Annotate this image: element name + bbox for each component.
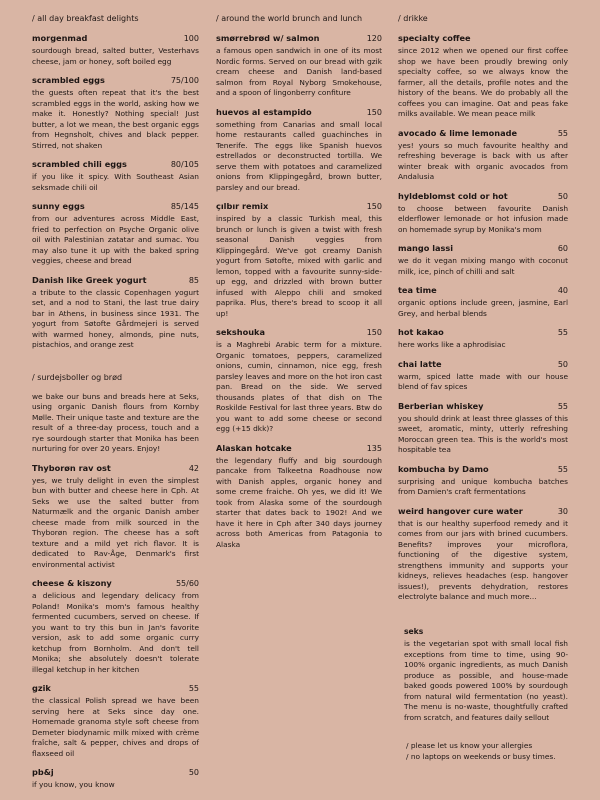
menu-item (398, 285, 568, 319)
menu-item-description: since 2012 when we opened our first coffee shop we have been proudly brewing only specialty coffee, so we always know the farmer, all the details, profile notes and the history of the beans. We do probably all the coffees you can imagine. Oat and peas fake milks available. We mean peace milk (398, 46, 568, 118)
menu-item (216, 327, 382, 435)
menu-item-price: 30 (557, 506, 568, 516)
menu-item-price: 50 (188, 768, 199, 777)
menu-item (32, 275, 199, 351)
menu-item-header (32, 201, 199, 212)
menu-item (32, 201, 199, 267)
menu-item (32, 683, 199, 759)
menu-item-price: 100 (183, 34, 199, 43)
menu-column-2 (216, 14, 382, 558)
menu-item (398, 506, 568, 603)
menu-item-price: 55 (557, 401, 568, 411)
menu-item (216, 443, 382, 551)
menu-item-name: Berberian whiskey (398, 400, 484, 411)
menu-item-name: scrambled eggs (32, 75, 105, 85)
menu-item-description: inspired by a classic Turkish meal, this brunch or lunch is given a twist with fresh seasonal Danish veggies from Klippingegård. We've got creamy Danish yogurt from Søtofte, mixed with garlic and lemon, topped with a favourite sunny-side-up egg, and drizzled with brown butter infused with Aleppo chili and smoked paprika. Plus, there's bread to scoop it all up! (216, 214, 382, 318)
section-heading: / drikke (398, 14, 428, 23)
menu-item-description: is a Maghrebi Arabic term for a mixture. Organic tomatoes, peppers, caramelized onions, cumin, cinnamon, nice egg, fresh parsley leaves and more on the hot iron cast pan. Bread on the side. We served thousands plates of that dish on The Roskilde Festival for last three years. Btw do you want to add some cheese or second egg (+15 dkk)? (216, 340, 382, 433)
menu-item (398, 191, 568, 236)
menu-item-name: Alaskan hotcake (216, 442, 292, 453)
menu-item-price: 150 (366, 328, 382, 337)
menu-item (398, 464, 568, 498)
menu-item-name: hot kakao (398, 327, 444, 337)
menu-item-name: mango lassi (398, 243, 454, 253)
menu-item-description: we bake our buns and breads here at Seks, using organic Danish flours from Kornby Mølle. Their unique taste and texture are the result of a three-day process, touch and a rye sourdough starter that Monika has been nurturing for over 20 years. Enjoy! (32, 391, 199, 453)
menu-item (216, 33, 382, 99)
menu-item-header (32, 75, 199, 86)
menu-item-description: if you like it spicy. With Southeast Asian seksmade chili oil (32, 172, 199, 192)
menu-item-name: smørrebrød w/ salmon (216, 33, 320, 43)
menu-item-header (32, 275, 199, 286)
menu-item-description: the legendary fluffy and big sourdough pancake from Talkeetna Roadhouse now with Danish apples, organic honey and some creme fraiche. Oh yes, we did it! We took from Alaska some of the sourdough starter that dates back to 1902! And we have it here in Cph after 340 days journey across both Americas from Patagonia to Alaska (216, 455, 382, 549)
menu-item (216, 201, 382, 319)
menu-item-header (32, 159, 199, 170)
menu-item-price: 120 (366, 34, 382, 43)
menu-item-description: you should drink at least three glasses of this sweet, aromatic, minty, utterly refreshing Moroccan green tea. This is the world's most hospitable tea (398, 413, 568, 454)
menu-item-description: a delicious and legendary delicacy from Poland! Monika's mom's famous healthy fermented cucumbers, served on cheese. If you want to try this bun in Jan's favorite version, ask to add some organic curry ketchup from Bornholm. And don't tell Monika; she absolutely doesn't tolerate illegal ketchup in her kitchen (32, 591, 199, 674)
menu-item-name: tea time (398, 285, 437, 295)
menu-item-price: 85 (188, 275, 199, 285)
about-text: is the vegetarian spot with small local fish exceptions from time to time, using 90-100% organic ingredients, as much Danish produce as possible, and house-made baked goods powered 100% by sourdough from natural wild fermentation (no yeast). The menu is no-waste, thoughtfully crafted from scratch, and features daily sellout (404, 639, 568, 722)
menu-item (32, 767, 199, 791)
menu-item-name: gzik (32, 683, 51, 693)
menu-item-name: avocado & lime lemonade (398, 127, 518, 138)
menu-item-description: from our adventures across Middle East, fried to perfection on Psyche Organic olive oil with Palestinian zatatar and sumac. You may also tune it up with the baked spring veggies, cheese and bread (32, 214, 199, 265)
house-notes (406, 741, 570, 762)
menu-item (398, 401, 568, 456)
menu-item-price: 80/105 (170, 160, 199, 169)
menu-item-header (32, 767, 199, 778)
section-heading: / all day breakfast delights (32, 14, 139, 23)
menu-item-name: kombucha by Damo (398, 463, 489, 474)
menu-item-description: surprising and unique kombucha batches from Damien's craft fermentations (398, 476, 568, 496)
menu-item-price: 42 (188, 463, 199, 473)
menu-item-header (32, 33, 199, 44)
menu-item (398, 359, 568, 393)
menu-item (398, 243, 568, 277)
menu-item-name: weird hangover cure water (398, 505, 523, 516)
menu-item-description: the classical Polish spread we have been serving here at Seks since day one. Homemade granoma style soft cheese from Demeter biodynamic milk mixed with crème fraîche, salt & pepper, chives and drops of flaxseed oil (32, 696, 199, 758)
menu-item-name: huevos al estampido (216, 106, 312, 117)
section-heading: / around the world brunch and lunch (216, 14, 363, 23)
menu-item-price: 85/145 (170, 202, 199, 211)
note-allergies: / please let us know your allergies (406, 741, 533, 750)
menu-item-description: to choose between favourite Danish elderflower lemonade or hot infusion made on homemade syrup by Monika's mom (398, 203, 568, 234)
menu-item-name: scrambled chili eggs (32, 159, 127, 169)
menu-column-3 (398, 14, 568, 611)
menu-item-description: that is our healthy superfood remedy and it comes from our jars with brined cucumbers. Benefits? improves your microflora, functioning of the digestive system, strengthens immunity and supports your kidneys, relieves headaches (esp. hangover issues!), prevents dehydration, restores electrolyte balance and much more... (398, 518, 568, 601)
menu-column-1 (32, 14, 199, 799)
menu-item-price: 50 (557, 359, 568, 369)
menu-item-price: 50 (557, 191, 568, 201)
menu-item-name: çılbır remix (216, 201, 269, 211)
menu-item-header (398, 191, 568, 202)
menu-item-description: something from Canarias and small local home restaurants called guachinches in Tenerife. The eggs like Spanish huevos estrellados or deconstructed tortilla. We serve them with potatoes and caramelized onions from Klippingegård, brown butter, parsley and our bread. (216, 119, 382, 192)
menu-item-header (32, 463, 199, 474)
menu-item-name: hyldeblomst cold or hot (398, 190, 508, 201)
menu-item-price: 55 (557, 464, 568, 474)
menu-item-description: here works like a aphrodisiac (398, 340, 506, 349)
menu-item-header (398, 285, 568, 296)
note-laptops: / no laptops on weekends or busy times. (406, 751, 556, 761)
menu-item-description: we do it vegan mixing mango with coconut milk, ice, pinch of chilli and salt (398, 256, 568, 276)
menu-item-header (398, 359, 568, 370)
menu-item-description: sourdough bread, salted butter, Vesterhavs cheese, jam or honey, soft boiled egg (32, 46, 199, 66)
menu-item-header (398, 401, 568, 412)
menu-item (32, 159, 199, 193)
menu-item-description: warm, spiced latte made with our house blend of fav spices (398, 371, 568, 391)
menu-item-price: 55 (188, 684, 199, 693)
menu-item-description: yes, we truly delight in even the simplest bun with butter and cheese here in Cph. At Seks we use the salted butter from Naturmælk and the organic Danish amber cheese made from milk sourced in the Thyborøn region. The cheese has a soft texture and a mild yet rich flavor. It is dedicated to Rav-Åge, Denmark's first environmental activist (32, 475, 199, 569)
about-title: seks (404, 627, 424, 636)
menu-item-header (398, 506, 568, 517)
menu-item-name: pb&j (32, 767, 54, 777)
menu-item-header (398, 128, 568, 139)
menu-item (32, 392, 199, 455)
menu-item-header (32, 683, 199, 694)
menu-item (32, 578, 199, 675)
menu-item-description: a tribute to the classic Copenhagen yogurt set, and a nod to Stani, the last true dairy bar in Athens, in business since 1931. The yogurt from Søtofte Gårdmejeri is served with warmed honey, almonds, pine nuts, pistachios, and orange zest (32, 287, 199, 349)
menu-item-price: 75/100 (170, 76, 199, 85)
menu-item-header (216, 443, 382, 454)
menu-item-header (398, 327, 568, 338)
menu-item-name: cheese & kiszony (32, 578, 112, 588)
about-seks (404, 626, 568, 723)
section-gap (32, 359, 199, 373)
menu-item-price: 55/60 (175, 579, 199, 588)
menu-item-header (398, 464, 568, 475)
menu-item-name: Thyborøn rav ost (32, 462, 111, 473)
menu-item-name: sekshouka (216, 327, 265, 337)
menu-item-name: specialty coffee (398, 33, 471, 43)
menu-item-header (216, 327, 382, 338)
menu-item (216, 107, 382, 194)
menu-item-price: 150 (366, 107, 382, 117)
menu-item (398, 128, 568, 183)
menu-item-price: 135 (366, 443, 382, 453)
menu-item-price: 55 (557, 128, 568, 138)
menu-item-name: morgenmad (32, 33, 88, 43)
menu-item-price: 55 (557, 328, 568, 337)
menu-item-name: Danish like Greek yogurt (32, 274, 147, 285)
menu-item-header (32, 578, 199, 589)
menu-item (398, 327, 568, 351)
menu-item (32, 33, 199, 67)
menu-item-description: if you know, you know (32, 780, 115, 789)
menu-item-description: the guests often repeat that it's the best scrambled eggs in the world, asking how we make it. Honestly? Nothing special! Just butter, a lot we mean, the best organic eggs from Hegnsholt, chives and black pepper. Stirred, not shaken (32, 88, 199, 150)
menu-item-price: 40 (557, 286, 568, 295)
menu-item-price: 150 (366, 202, 382, 211)
menu-item-price: 60 (557, 244, 568, 253)
menu-item-header (398, 33, 568, 44)
menu-item-header (216, 33, 382, 44)
menu-item-description: yes! yours so much favourite healthy and refreshing beverage is back with us after winter break with organic avocados from Andalusia (398, 140, 568, 181)
section-heading: / surdejsboller og brød (32, 372, 123, 382)
menu-item (32, 75, 199, 151)
menu-item-name: chai latte (398, 358, 442, 369)
menu-item (398, 33, 568, 120)
menu-item-description: organic options include green, jasmine, Earl Grey, and herbal blends (398, 298, 568, 318)
menu-item-header (216, 201, 382, 212)
menu-item-header (216, 107, 382, 118)
menu-item-header (398, 243, 568, 254)
menu-item-name: sunny eggs (32, 201, 85, 211)
menu-item (32, 463, 199, 571)
menu-item-description: a famous open sandwich in one of its most Nordic forms. Served on our bread with gzik cream cheese and Danish land-based salmon from Royal Nyborg Smokehouse, and a spoon of lingonberry confiture (216, 46, 382, 97)
